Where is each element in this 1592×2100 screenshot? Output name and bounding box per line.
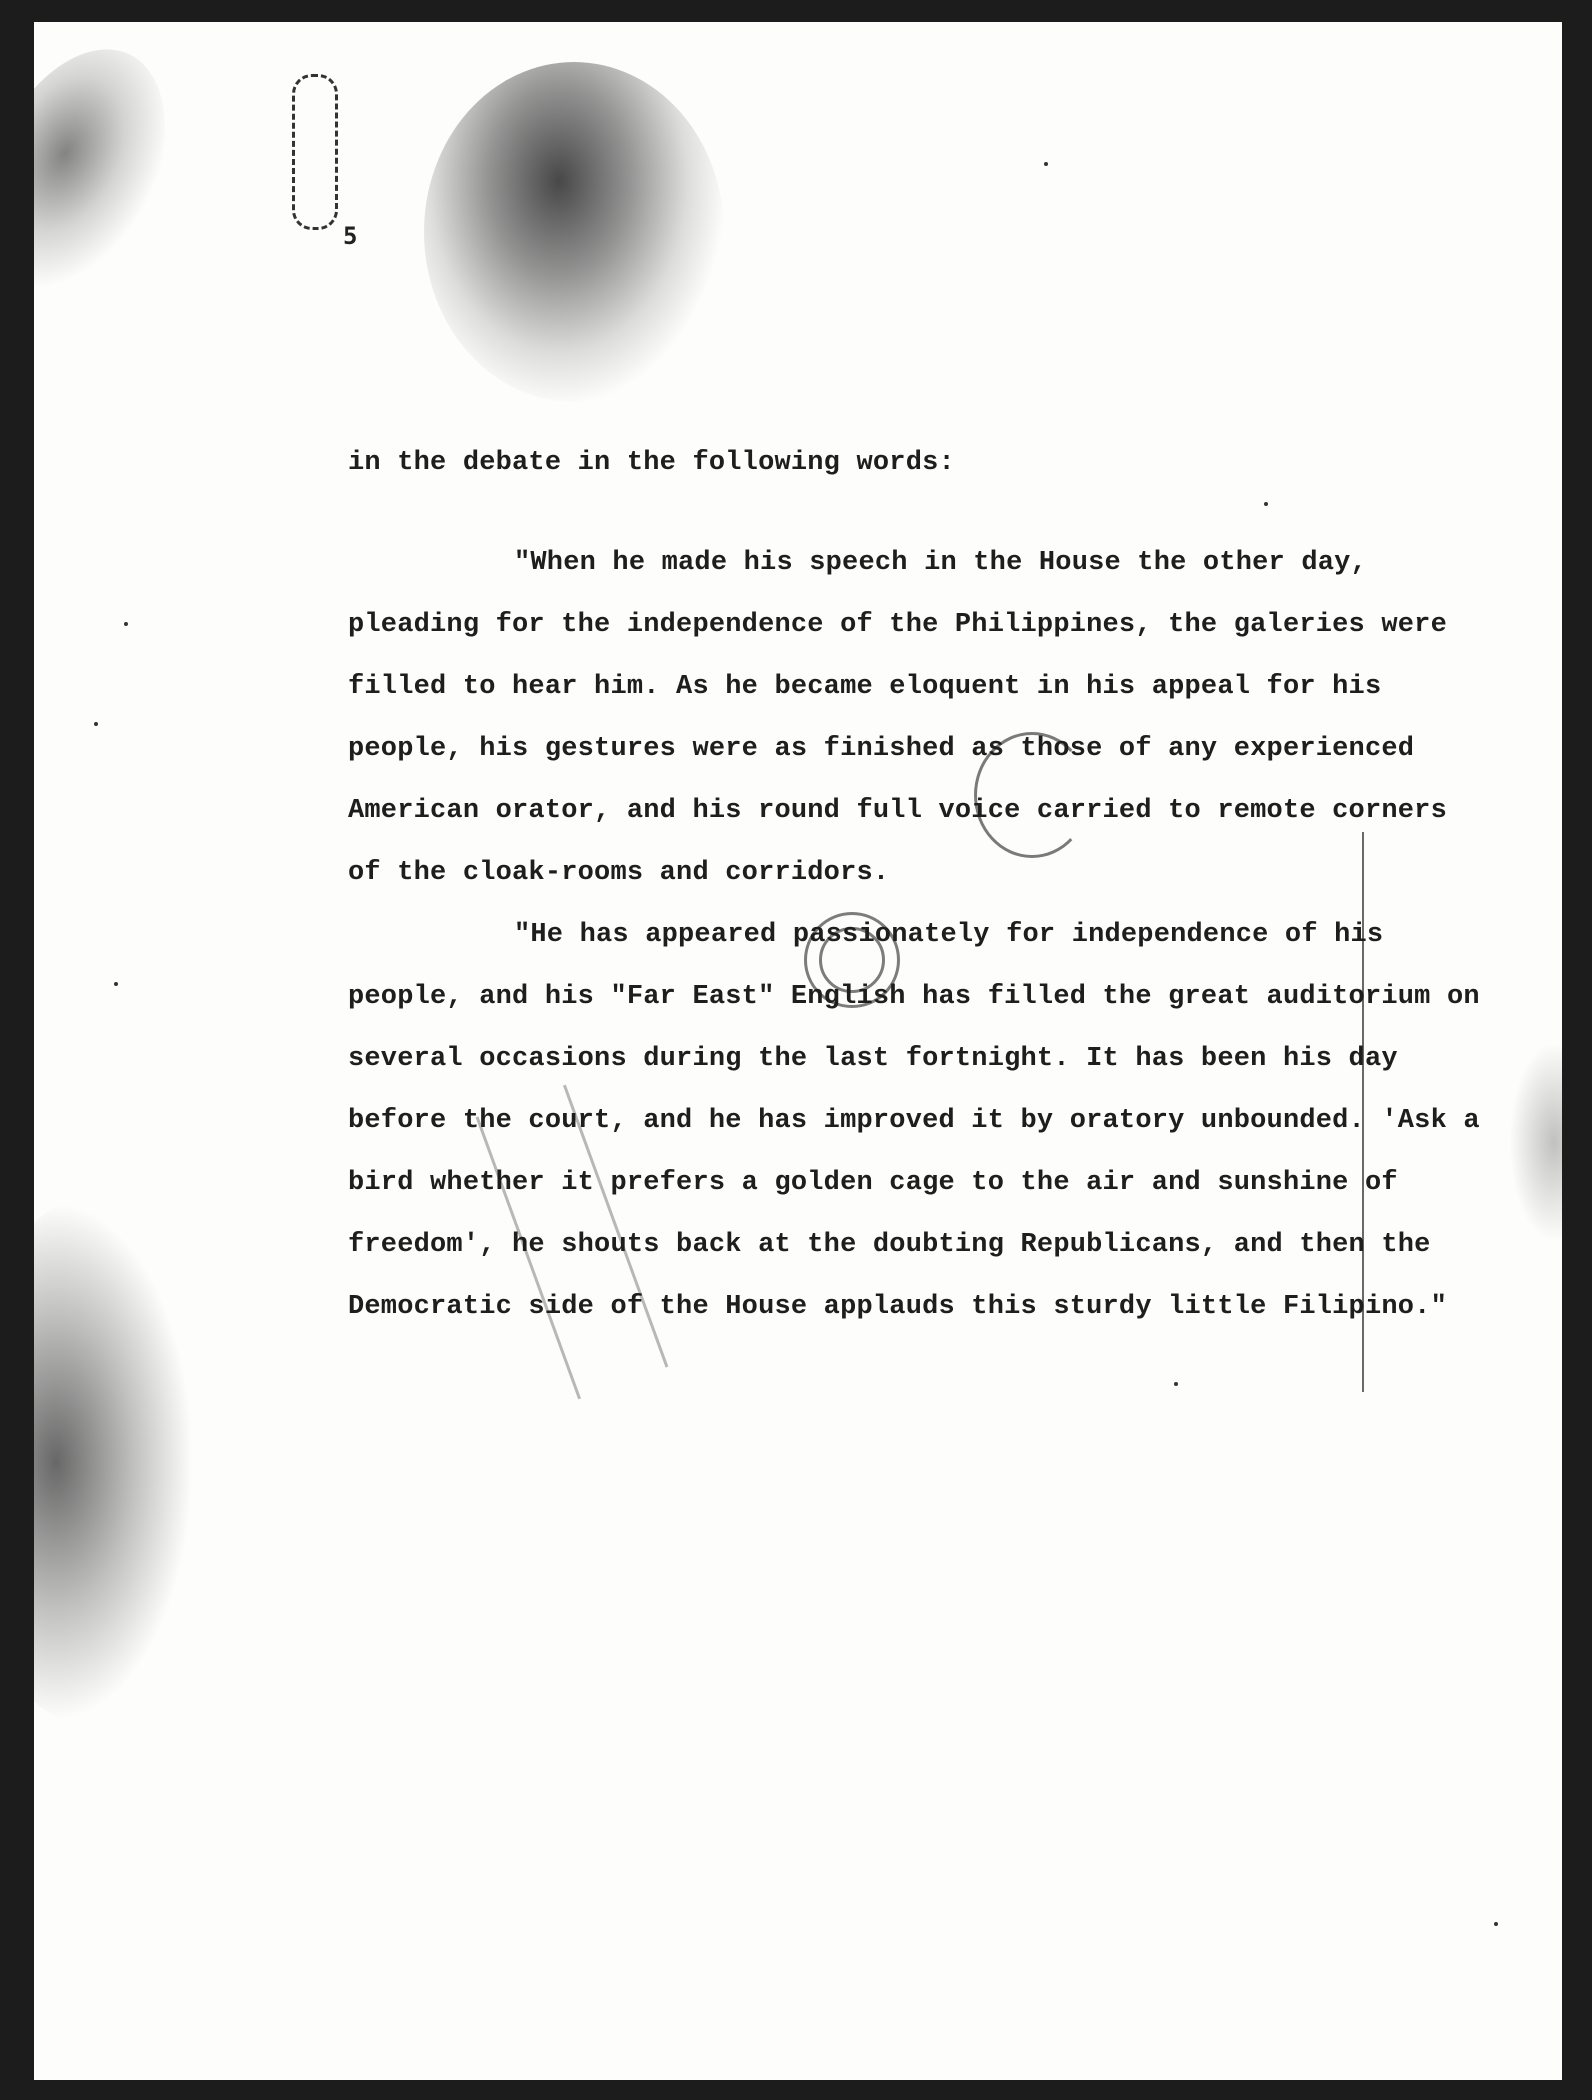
speck bbox=[114, 982, 118, 986]
document-body bbox=[348, 432, 1488, 1338]
ink-smudge bbox=[1509, 1042, 1562, 1242]
speck bbox=[1174, 1382, 1178, 1386]
speck bbox=[1044, 162, 1048, 166]
ink-smudge bbox=[424, 62, 724, 402]
quote-paragraph-2: "He has appeared passionately for independence of his people, and his "Far East" English has filled the great auditorium on several occasions during the last fortnight. It has been his day before the court, and he has improved it by oratory unbounded. 'Ask a bird whether it prefers a golden cage to the air and sunshine of freedom', he shouts back at the doubting Republicans, and then the Democratic side of the House applauds this sturdy little Filipino." bbox=[348, 920, 1480, 1322]
speck bbox=[124, 622, 128, 626]
speck bbox=[94, 722, 98, 726]
ink-smudge bbox=[34, 22, 201, 324]
ink-smudge bbox=[34, 1202, 194, 1722]
speck bbox=[1494, 1922, 1498, 1926]
paperclip-mark bbox=[292, 74, 338, 230]
opening-line: in the debate in the following words: bbox=[348, 448, 955, 478]
document-page bbox=[34, 22, 1562, 2080]
quote-paragraph-1: "When he made his speech in the House the other day, pleading for the independence of the Philippines, the galeries were filled to hear him. As he became eloquent in his appeal for his people, his gestures were as finished as those of any experienced American orator, and his round full voice carried to remote corners of the cloak-rooms and corridors. bbox=[348, 548, 1447, 888]
page-number: 5 bbox=[343, 222, 358, 250]
